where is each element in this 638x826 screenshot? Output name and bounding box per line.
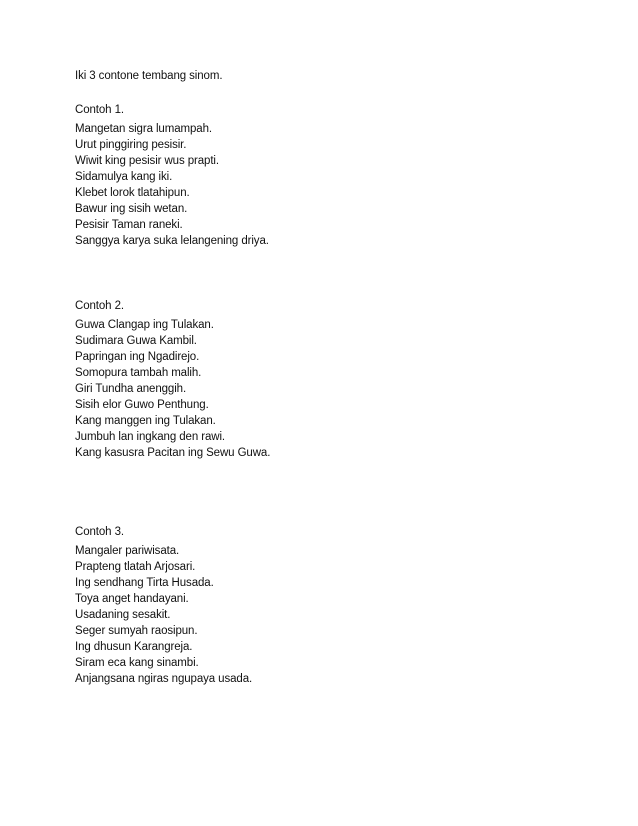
stanza-line: Mangaler pariwisata.: [75, 545, 180, 557]
stanza-line: Sudimara Guwa Kambil.: [75, 335, 197, 347]
stanza-line: Sidamulya kang iki.: [75, 171, 173, 183]
stanza-line: Jumbuh lan ingkang den rawi.: [75, 431, 225, 443]
document-body: [75, 68, 575, 685]
stanza-line: Toya anget handayani.: [75, 593, 189, 605]
stanza-lines: [75, 121, 575, 249]
stanza-line: Bawur ing sisih wetan.: [75, 203, 188, 215]
stanza-line: Anjangsana ngiras ngupaya usada.: [75, 673, 253, 685]
stanza-line: Mangetan sigra lumampah.: [75, 123, 212, 135]
stanza-line: Usadaning sesakit.: [75, 609, 171, 621]
stanza-line: Somopura tambah malih.: [75, 367, 202, 379]
stanza-line: Giri Tundha anenggih.: [75, 383, 187, 395]
stanza-line: Urut pinggiring pesisir.: [75, 139, 187, 151]
stanza-lines: [75, 543, 252, 687]
stanza-lines: [75, 317, 270, 461]
stanza-line: Sanggya karya suka lelangening driya.: [75, 235, 269, 247]
stanza-contoh-2: [75, 298, 270, 461]
stanza-line: Papringan ing Ngadirejo.: [75, 351, 200, 363]
stanza-line: Kang kasusra Pacitan ing Sewu Guwa.: [75, 447, 271, 459]
stanza-heading: Contoh 1.: [75, 104, 124, 116]
stanza-line: Guwa Clangap ing Tulakan.: [75, 319, 214, 331]
stanza-line: Kang manggen ing Tulakan.: [75, 415, 216, 427]
stanza-line: Siram eca kang sinambi.: [75, 657, 199, 669]
stanza-line: Wiwit king pesisir wus prapti.: [75, 155, 219, 167]
stanza-line: Ing sendhang Tirta Husada.: [75, 577, 214, 589]
stanza-line: Pesisir Taman raneki.: [75, 219, 183, 231]
stanza-heading: Contoh 2.: [75, 300, 124, 312]
stanza-line: Seger sumyah raosipun.: [75, 625, 198, 637]
stanza-line: Prapteng tlatah Arjosari.: [75, 561, 196, 573]
stanza-heading: Contoh 3.: [75, 526, 124, 538]
stanza-line: Ing dhusun Karangreja.: [75, 641, 193, 653]
stanza-contoh-1: [75, 102, 575, 249]
intro-text: Iki 3 contone tembang sinom.: [75, 70, 223, 82]
stanza-line: Klebet lorok tlatahipun.: [75, 187, 190, 199]
stanza-contoh-3: [75, 524, 252, 687]
stanza-line: Sisih elor Guwo Penthung.: [75, 399, 209, 411]
